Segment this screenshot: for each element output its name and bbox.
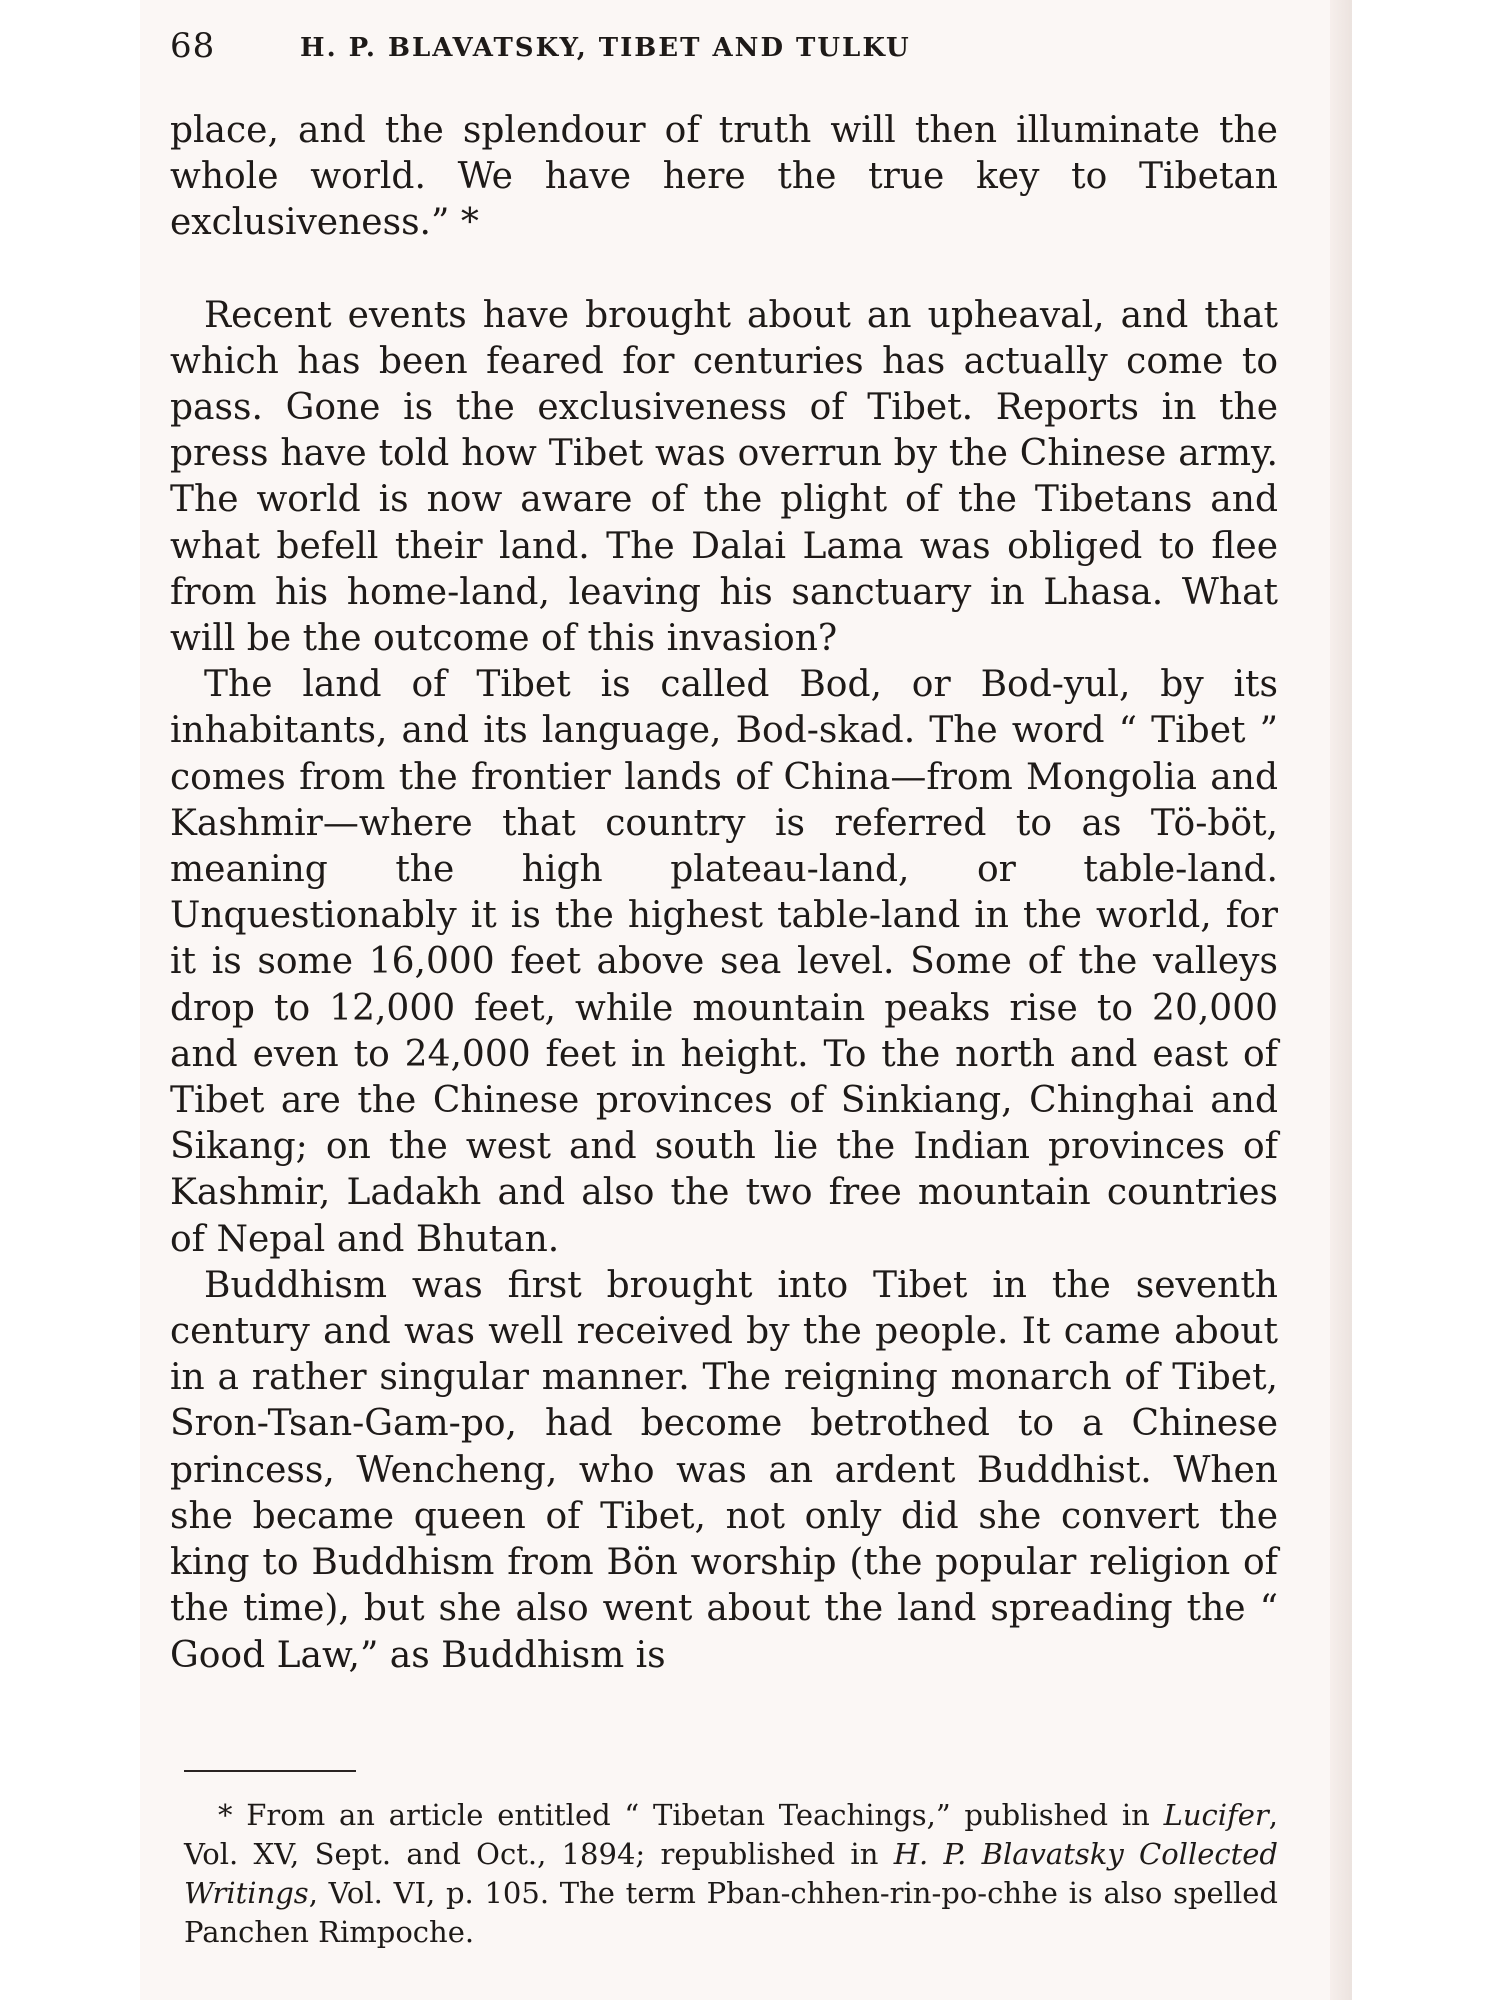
footnote-text-3: , Vol. VI, p. 105. The term Pban-chhen-rin-po-chhe is also spelled Panchen Rimpoche. <box>184 1876 1278 1949</box>
footnote-divider <box>184 1770 356 1772</box>
footnote-italic-lucifer: Lucifer <box>1163 1798 1269 1832</box>
paragraph-land-of-tibet: The land of Tibet is called Bod, or Bod-yul, by its inhabitants, and its language, Bod-skad. The word “ Tibet ” comes from the frontier lands of China—from Mongolia and Kashmir—where that country is referred to as Tö-böt, meaning the high plateau-land, or table-land. Unquestionably it is the highest table-land in the world, for it is some 16,000 feet above sea level. Some of the valleys drop to 12,000 feet, while mountain peaks rise to 20,000 and even to 24,000 feet in height. To the north and east of Tibet are the Chinese provinces of Sinkiang, Chinghai and Sikang; on the west and south lie the Indian provinces of Kashmir, Ladakh and also the two free mountain countries of Nepal and Bhutan. <box>170 664 1278 1260</box>
footnote <box>184 1796 1278 1952</box>
paragraph-recent-events: Recent events have brought about an upheaval, and that which has been feared for centuries has actually come to pass. Gone is the exclusiveness of Tibet. Reports in the press have told how Tibet was overrun by the Chinese army. The world is now aware of the plight of the Tibetans and what befell their land. The Dalai Lama was obliged to flee from his home-land, leaving his sanctuary in Lhasa. What will be the outcome of this invasion? <box>170 294 1278 660</box>
page-header <box>170 24 1250 74</box>
footnote-italic-collected-writings: H. P. Blavatsky Collected Writings <box>184 1837 1278 1910</box>
page-edge-shadow <box>1330 0 1352 2000</box>
page-number: 68 <box>170 26 216 66</box>
running-head: H. P. BLAVATSKY, TIBET AND TULKU <box>300 33 911 63</box>
footnote-text-2: , Vol. XV, Sept. and Oct., 1894; republished in <box>184 1798 1278 1871</box>
paragraph-buddhism: Buddhism was first brought into Tibet in the seventh century and was well received by the people. It came about in a rather singular manner. The reigning monarch of Tibet, Sron-Tsan-Gam-po, had become betrothed to a Chinese princess, Wencheng, who was an ardent Buddhist. When she became queen of Tibet, not only did she convert the king to Buddhism from Bön worship (the popular religion of the time), but she also went about the land spreading the “ Good Law,” as Buddhism is <box>170 1264 1278 1676</box>
book-page <box>140 0 1352 2000</box>
body-text <box>170 108 1278 1679</box>
paragraph-continued: place, and the splendour of truth will then illuminate the whole world. We have here the true key to Tibetan exclusiveness.” * <box>170 110 1278 244</box>
footnote-text-1: * From an article entitled “ Tibetan Teachings,” published in <box>218 1798 1164 1832</box>
